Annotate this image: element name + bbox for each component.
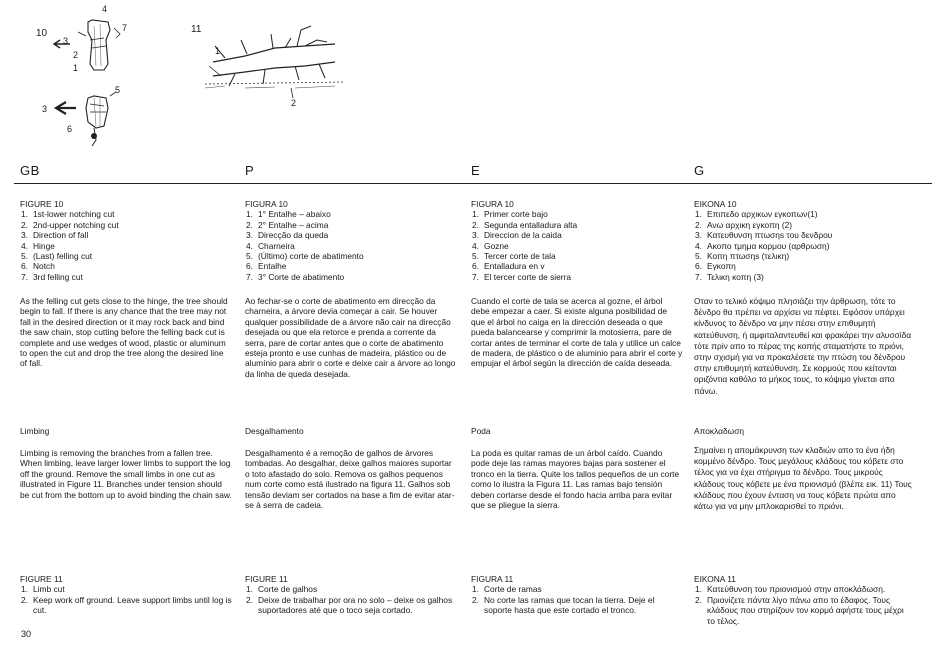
list-item: 2. 2nd-upper notching cut: [21, 219, 119, 230]
figure-10-title: FIGURA 10: [245, 199, 288, 209]
list-item: 2. Deixe de trabalhar por ora no solo – deixe os galhos suportadores até que o toco seja cortado.: [246, 594, 453, 616]
felling-paragraph: Οταν το τελικό κόψιμο πλησιάζει την άρθρωση, τότε το δένδρο θα πρέπει να αρχίσει να πέφτει. Εφόσον υπάρχει κίνδυνος το δένδρο να μην πέσει στην επιθυμητή κατεύθυνση, ή αμφιταλαντευθεί και φρακάρει την αλυσσίδα τότε πρίν απο το πέρας της κοπής σταματήστε το πριόνι, στην σχισμή για να προκαλέσετε την πτώση του δένδρου στην επιθυμητή κατεύθυνση. Σε κορμούς που κείτονται οριζόντια καθόλο το μήκος τους, το κόψιμο γίνεται απο πάνω.: [694, 296, 912, 396]
list-item: 5. (Last) felling cut: [21, 251, 93, 262]
page-number: 30: [21, 629, 32, 639]
list-item: 3. Direction of fall: [21, 230, 89, 241]
list-item: 1. Corte de ramas: [472, 584, 542, 595]
figure-11-title: FIGURE 11: [20, 574, 63, 584]
felling-paragraph: Cuando el corte de tala se acerca al gozne, el árbol debe empezar a caer. Si existe alguna posibilidad de que el árbol no caiga en la dirección deseada o que pueda balancearse y comprimir la motosierra, pare de cortar antes de terminar el corte de tala y utilice un calce de madera, de plástico o de aluminio para abrir el corte y empujar el árbol según la dirección de caída deseada.: [471, 296, 683, 369]
figure-10-title: FIGURE 10: [20, 199, 64, 209]
figure-10-callout: 3: [42, 104, 48, 114]
lang-header-g: G: [694, 163, 705, 178]
list-item: 6. Notch: [21, 261, 55, 272]
limbing-paragraph: Limbing is removing the branches from a fallen tree. When limbing, leave larger lower limbs to support the log off the ground. Remove the small limbs in one cut as illustrated in Figure 11. Branches under tension should be cut from the bottom up to avoid binding the chain saw.: [20, 448, 232, 500]
list-item: 4. Gozne: [472, 240, 509, 251]
figure-10-callout: 7: [122, 23, 128, 33]
list-item: 2. No corte las ramas que tocan la tierra. Deje el soporte hasta que este cortado el tronco.: [472, 594, 655, 616]
lang-header-e: E: [471, 163, 481, 178]
figure-11-legend: [694, 574, 912, 626]
figure-11-title: ΕΙΚΟΝΑ 11: [694, 574, 736, 584]
list-item: 1. 1° Entalhe – abaixo: [246, 209, 331, 220]
figure-11-legend: [245, 574, 457, 616]
limbing-heading: Αποκλαδωση: [694, 426, 745, 436]
language-header-row: [14, 163, 932, 184]
figure-10-callout: 5: [115, 85, 121, 95]
list-item: 3. Direcção da queda: [246, 230, 329, 241]
figure-11-callout: 2: [291, 98, 297, 108]
list-item: 4. Ακοπο τμημα κορμου (αρθρωση): [695, 240, 830, 251]
list-item: 7. 3° Corte de abatimento: [246, 271, 345, 282]
list-item: 1. Primer corte bajo: [472, 209, 548, 220]
list-item: 5. (Último) corte de abatimento: [246, 251, 364, 262]
list-item: 2. Πριονίζετε πάντα λίγο πάνω απο το έδαφος. Τους κλάδους που στηρίζουν τον κορμό αφήστε τους μέχρι το τέλος.: [695, 594, 904, 626]
figure-11-title: FIGURE 11: [245, 574, 288, 584]
list-item: 6. Entalhe: [246, 261, 287, 272]
list-item: 2. 2° Entalhe – acima: [246, 219, 329, 230]
figure-11-legend: [471, 574, 683, 616]
figure-10-title: FIGURA 10: [471, 199, 514, 209]
limbing-paragraph: Desgalhamento é a remoção de galhos de árvores tombadas. Ao desgalhar, deixe galhos maiores suportar o toto afastado do solo. Remova os galhos pequenos num corte como está ilustrado na figura 11. Galhos sob tensão deviam ser cortados na base a fim de evitar atar-se à serra de cadeia.: [245, 448, 455, 511]
list-item: 5. Tercer corte de tala: [472, 251, 556, 262]
figure-11: [185, 18, 355, 108]
list-item: 2. Segunda entalladura alta: [472, 219, 578, 230]
list-item: 2. Keep work off ground. Leave support limbs until log is cut.: [21, 594, 232, 616]
list-item: 1. Corte de galhos: [246, 584, 318, 595]
list-item: 4. Hinge: [21, 240, 55, 251]
list-item: 6. Entalladura en v: [472, 261, 545, 272]
list-item: 6. Εγκοπη: [695, 261, 736, 272]
list-item: 3. Κατευθυνση πτωσηs του δενδρου: [695, 230, 833, 241]
list-item: 1. Κατεύθυνση του πριονισμού στην αποκλάδωση.: [695, 584, 886, 595]
list-item: 1. Επιπεδο αρχικων εγκοπων(1): [695, 209, 818, 220]
limbing-heading: Poda: [471, 426, 491, 436]
list-item: 7. Τελικη κοπη (3): [695, 271, 764, 282]
figure-11-callout: 1: [215, 46, 221, 56]
list-item: 7. El tercer corte de sierra: [472, 271, 572, 282]
list-item: 5. Κοπη πτωσηs (τελικη): [695, 251, 790, 262]
figure-10-illustration: [30, 0, 150, 160]
figure-10-legend: [694, 199, 912, 282]
figure-10-callout: 1: [73, 63, 79, 73]
figure-10-callout: 2: [73, 50, 79, 60]
limbing-paragraph: La poda es quitar ramas de un árbol caído. Cuando pode deje las ramas mayores bajas para sostener el tronco en la tierra. Quite los tallos pequeños de un corte como lo ilustra la Figura 11. Las ramas bajo tensión deben cortarse desde el fondo hacia arriba para evitar que se pliegue la sierra.: [471, 448, 680, 511]
limbing-heading: Desgalhamento: [245, 426, 304, 436]
figure-11-illustration: [185, 18, 355, 108]
figure-10-callout: 6: [67, 124, 73, 134]
felling-paragraph: Ao fechar-se o corte de abatimento em direcção da charneira, a árvore devia começar a cair. Se houver qualquer possibilidade de a árvore não cair na direcção desejada ou que ela retorce e prenda a corrente da serra, pare de cortar antes que o corte de abatimento esteja pronto e use cunhas de madeira, plástico ou de alumínio para abrir o corte e deixe cair a árvore ao longo da linha de queda desejada.: [245, 296, 456, 379]
figure-10-number: 10: [36, 28, 48, 39]
limbing-paragraph: Σημαίνει η απομάκρυνση των κλαδιών απο το ένα ήδη κομμένο δένδρο. Τους μεγάλους κλάδους του κόβετε στο τέλος για να έχει στήριγμα το δένδρο. Τους μικρούς κλάδους τους κόβετε με ένα πριονισμό (βλέπε εικ. 11) Τους κλάδους που έχουν ένταση να τους κόβετε πρώτα απο κάτω για να μην μπλοκαρισθεί το πριόνι.: [694, 445, 912, 512]
figure-11-number: 11: [191, 24, 202, 35]
list-item: 2. Ανω αρχικη εγκοπη (2): [695, 219, 793, 230]
list-item: 1. Limb cut: [21, 584, 65, 595]
figure-10-callout: 3: [63, 36, 69, 46]
figure-11-title: FIGURA 11: [471, 574, 514, 584]
lang-header-gb: GB: [20, 163, 40, 178]
figure-10-legend: [245, 199, 457, 282]
figure-10-legend: [471, 199, 683, 282]
lang-header-p: P: [245, 163, 255, 178]
list-item: 4. Charneira: [246, 240, 295, 251]
list-item: 7. 3rd felling cut: [21, 271, 83, 282]
limbing-heading: Limbing: [20, 426, 50, 436]
figure-10-callout: 4: [102, 4, 108, 14]
figure-10-legend: [20, 199, 232, 282]
figure-10: [30, 0, 150, 160]
figure-11-legend: [20, 574, 232, 616]
felling-paragraph: As the felling cut gets close to the hinge, the tree should begin to fall. If there is any chance that the tree may not fall in the desired direction or it may rock back and bind the saw chain, stop cutting before the felling back cut is complete and use wedges of wood, plastic or aluminum to open the cut and drop the tree along the desired line of fall.: [20, 296, 228, 369]
list-item: 3. Direccion de la caida: [472, 230, 562, 241]
list-item: 1. 1st-lower notching cut: [21, 209, 115, 220]
figure-10-title: ΕΙΚΟΝΑ 10: [694, 199, 737, 209]
